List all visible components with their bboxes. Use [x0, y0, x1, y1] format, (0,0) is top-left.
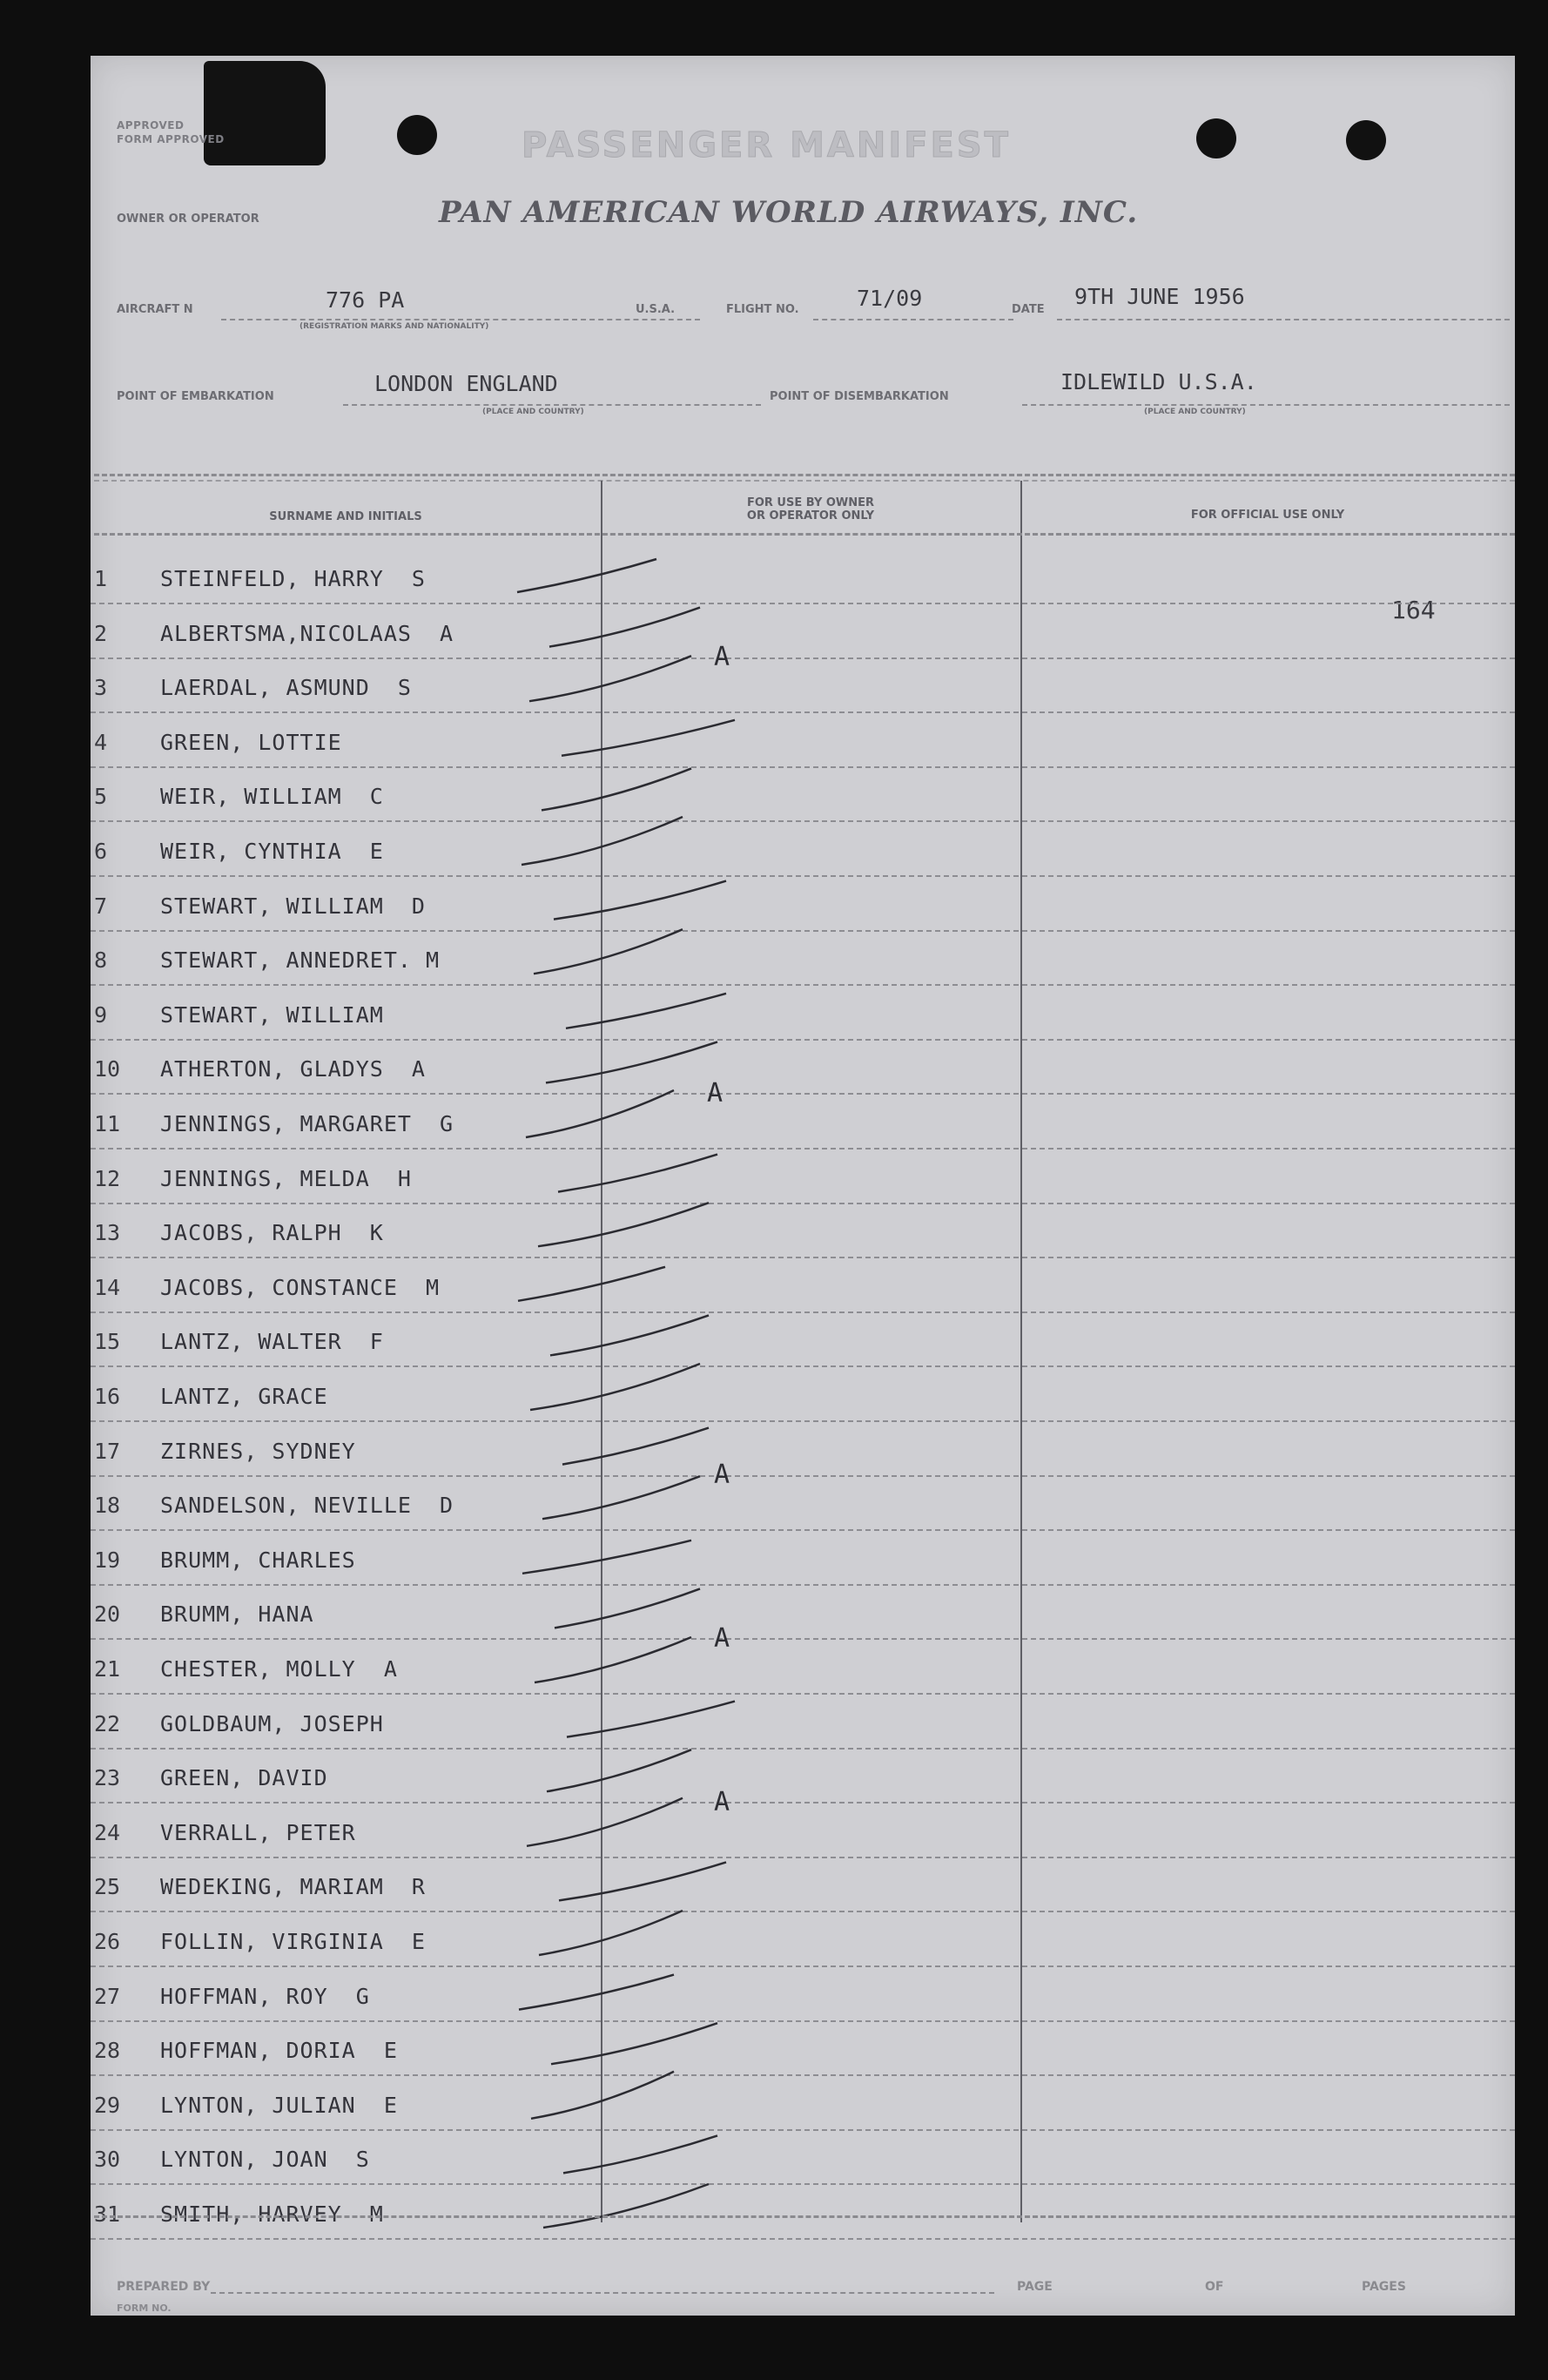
table-row — [91, 1696, 1515, 1750]
embarkation-caption: (PLACE AND COUNTRY) — [482, 408, 584, 416]
row-number: 26 — [94, 1929, 121, 1954]
passenger-name: BRUMM, HANA — [160, 1601, 314, 1628]
passenger-name: GOLDBAUM, JOSEPH — [160, 1710, 384, 1736]
of-label: OF — [1205, 2280, 1224, 2294]
embarkation-value: LONDON ENGLAND — [374, 371, 558, 396]
prepared-by-label: PREPARED BY — [117, 2280, 211, 2294]
row-number: 2 — [94, 620, 108, 646]
registration-caption: (REGISTRATION MARKS AND NATIONALITY) — [300, 322, 489, 331]
table-row — [91, 2186, 1515, 2240]
row-number: 1 — [94, 566, 108, 591]
passenger-name: STEINFELD, HARRY S — [160, 566, 426, 591]
owner-label: OWNER OR OPERATOR — [117, 212, 259, 226]
row-number: 3 — [94, 675, 108, 701]
row-number: 17 — [94, 1438, 121, 1464]
handwritten-mark: A — [707, 1078, 724, 1109]
column-header-surname: SURNAME AND INITIALS — [269, 510, 422, 523]
table-row — [91, 1858, 1515, 1912]
passenger-name: STEWART, WILLIAM D — [160, 893, 426, 919]
pages-label: PAGES — [1362, 2280, 1406, 2294]
table-row — [91, 1804, 1515, 1858]
prepared-by-underline — [211, 2292, 994, 2294]
table-row — [91, 1586, 1515, 1640]
column-header-owner-use: FOR USE BY OWNER OR OPERATOR ONLY — [746, 496, 875, 523]
passenger-name: ZIRNES, SYDNEY — [160, 1438, 356, 1464]
row-number: 22 — [94, 1710, 121, 1736]
passenger-name: SANDELSON, NEVILLE D — [160, 1493, 454, 1519]
row-number: 6 — [94, 839, 108, 864]
row-number: 18 — [94, 1493, 121, 1519]
table-row — [91, 1968, 1515, 2022]
row-number: 9 — [94, 1001, 108, 1028]
passenger-name: LYNTON, JULIAN E — [160, 2092, 398, 2118]
table-row — [91, 550, 1515, 604]
passenger-name: GREEN, LOTTIE — [160, 729, 342, 755]
disembarkation-underline — [1022, 404, 1510, 406]
passenger-name: STEWART, ANNEDRET. M — [160, 947, 441, 974]
row-number: 15 — [94, 1329, 121, 1355]
row-number: 13 — [94, 1220, 121, 1246]
passenger-name: JACOBS, CONSTANCE M — [160, 1274, 441, 1300]
table-row — [91, 2131, 1515, 2185]
table-row — [91, 605, 1515, 659]
handwritten-mark: A — [714, 642, 730, 673]
passenger-name: ATHERTON, GLADYS A — [160, 1056, 426, 1082]
date-underline — [1057, 319, 1510, 320]
flight-underline — [813, 319, 1013, 320]
punch-hole-icon — [397, 115, 437, 155]
passenger-name: JENNINGS, MARGARET G — [160, 1111, 454, 1136]
table-row — [91, 2077, 1515, 2131]
row-number: 12 — [94, 1165, 121, 1191]
table-row — [91, 1368, 1515, 1422]
row-number: 10 — [94, 1056, 121, 1082]
passenger-name: LYNTON, JOAN S — [160, 2147, 370, 2173]
passenger-name: JACOBS, RALPH K — [160, 1220, 384, 1246]
column-header-official-use: FOR OFFICIAL USE ONLY — [1190, 509, 1345, 522]
disembarkation-label: POINT OF DISEMBARKATION — [770, 390, 949, 403]
passenger-name: VERRALL, PETER — [160, 1819, 356, 1845]
table-row — [91, 714, 1515, 768]
table-bottom-rule — [94, 2215, 1515, 2218]
table-row — [91, 1750, 1515, 1804]
handwritten-mark: A — [714, 1460, 730, 1491]
table-row — [91, 1259, 1515, 1313]
row-number: 7 — [94, 893, 108, 919]
aircraft-label: AIRCRAFT N — [117, 303, 193, 316]
table-row — [91, 1641, 1515, 1695]
company-name: PAN AMERICAN WORLD AIRWAYS, INC. — [439, 195, 1139, 230]
table-row — [91, 1150, 1515, 1204]
row-number: 5 — [94, 784, 108, 810]
table-row — [91, 932, 1515, 986]
flight-label: FLIGHT NO. — [726, 303, 799, 316]
punch-hole-icon — [1196, 118, 1236, 158]
passenger-name: LANTZ, WALTER F — [160, 1329, 384, 1355]
passenger-name: HOFFMAN, DORIA E — [160, 2038, 398, 2064]
passenger-name: BRUMM, CHARLES — [160, 1547, 356, 1573]
row-number: 29 — [94, 2092, 121, 2118]
passenger-name: WEIR, CYNTHIA E — [160, 839, 384, 864]
redaction-blot — [204, 61, 326, 165]
official-note: 164 — [1391, 596, 1436, 624]
table-row — [91, 1423, 1515, 1477]
handwritten-mark: A — [714, 1786, 730, 1817]
table-top-rule — [94, 474, 1515, 482]
table-row — [91, 1096, 1515, 1150]
table-row — [91, 2022, 1515, 2076]
row-number: 24 — [94, 1819, 121, 1845]
passenger-name: WEIR, WILLIAM C — [160, 784, 384, 810]
manifest-title: PASSENGER MANIFEST — [522, 125, 1011, 165]
row-rule — [91, 2238, 1515, 2240]
table-row — [91, 1313, 1515, 1367]
date-value: 9TH JUNE 1956 — [1074, 284, 1245, 309]
passenger-name: FOLLIN, VIRGINIA E — [160, 1929, 426, 1954]
row-number: 4 — [94, 729, 108, 755]
table-row — [91, 1532, 1515, 1586]
row-number: 11 — [94, 1111, 121, 1136]
usa-label: U.S.A. — [636, 303, 676, 316]
table-row — [91, 768, 1515, 822]
punch-hole-icon — [1346, 120, 1386, 160]
row-number: 30 — [94, 2147, 121, 2173]
embarkation-underline — [343, 404, 761, 406]
row-number: 20 — [94, 1601, 121, 1628]
flight-value: 71/09 — [857, 286, 923, 311]
passenger-name: STEWART, WILLIAM — [160, 1001, 384, 1028]
row-number: 23 — [94, 1765, 121, 1791]
disembarkation-caption: (PLACE AND COUNTRY) — [1144, 408, 1246, 416]
passenger-name: JENNINGS, MELDA H — [160, 1165, 412, 1191]
header-rule — [94, 533, 1515, 536]
row-number: 27 — [94, 1983, 121, 2009]
passenger-name: HOFFMAN, ROY G — [160, 1983, 370, 2009]
table-row — [91, 1913, 1515, 1967]
aircraft-underline — [221, 319, 700, 320]
date-label: DATE — [1012, 303, 1045, 316]
embarkation-label: POINT OF EMBARKATION — [117, 390, 274, 403]
manifest-sheet — [91, 56, 1515, 2316]
table-row — [91, 987, 1515, 1041]
passenger-name: CHESTER, MOLLY A — [160, 1656, 398, 1682]
row-number: 31 — [94, 2201, 121, 2227]
passenger-name: LANTZ, GRACE — [160, 1384, 328, 1409]
handwritten-mark: A — [714, 1623, 730, 1654]
row-number: 8 — [94, 947, 108, 974]
row-number: 25 — [94, 1874, 121, 1900]
page-label: PAGE — [1017, 2280, 1053, 2294]
passenger-name: SMITH, HARVEY M — [160, 2201, 384, 2227]
aircraft-value: 776 PA — [326, 287, 405, 313]
passenger-name: GREEN, DAVID — [160, 1765, 328, 1791]
table-row — [91, 1041, 1515, 1095]
passenger-name: ALBERTSMA,NICOLAAS A — [160, 620, 454, 646]
form-number: FORM NO. — [117, 2302, 172, 2314]
row-number: 16 — [94, 1384, 121, 1409]
passenger-name: LAERDAL, ASMUND S — [160, 675, 412, 701]
table-row — [91, 1477, 1515, 1531]
table-row — [91, 659, 1515, 713]
passenger-name: WEDEKING, MARIAM R — [160, 1874, 426, 1900]
approval-note: APPROVED FORM APPROVED — [117, 119, 225, 145]
table-row — [91, 878, 1515, 932]
row-number: 28 — [94, 2038, 121, 2064]
table-row — [91, 823, 1515, 877]
row-number: 14 — [94, 1274, 121, 1300]
row-number: 21 — [94, 1656, 121, 1682]
table-row — [91, 1204, 1515, 1258]
row-number: 19 — [94, 1547, 121, 1573]
disembarkation-value: IDLEWILD U.S.A. — [1060, 369, 1257, 394]
